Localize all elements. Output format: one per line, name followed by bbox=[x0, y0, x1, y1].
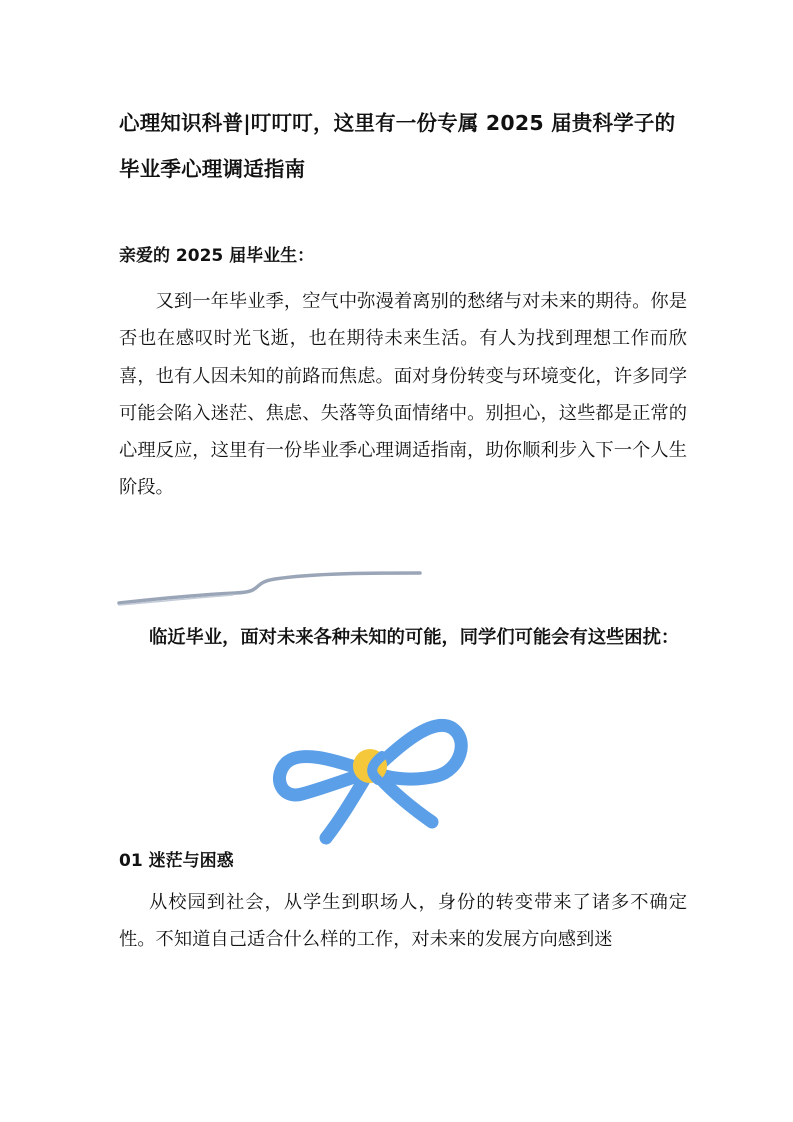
intro-paragraph: 又到一年毕业季，空气中弥漫着离别的愁绪与对未来的期待。你是否也在感叹时光飞逝，也在期待未来生活。有人为找到理想工作而欣喜，也有人因未知的前路而焦虑。面对身份转变与环境变化，许多同学可能会陷入迷茫、焦虑、失落等负面情绪中。别担心，这些都是正常的心理反应，这里有一份毕业季心理调适指南，助你顺利步入下一个人生阶段。 bbox=[119, 291, 687, 499]
section-01-title: 01 迷茫与困惑 bbox=[119, 851, 234, 871]
article-title: 心理知识科普|叮叮叮，这里有一份专属 2025 届贵科学子的毕业季心理调适指南 bbox=[119, 111, 676, 181]
wave-divider bbox=[115, 565, 425, 610]
ribbon-bow-illustration bbox=[272, 708, 472, 858]
section-01-body: 从校园到社会，从学生到职场人，身份的转变带来了诸多不确定性。不知道自己适合什么样的工作，对未来的发展方向感到迷 bbox=[119, 892, 687, 951]
lead-paragraph: 临近毕业，面对未来各种未知的可能，同学们可能会有这些困扰： bbox=[149, 627, 680, 648]
greeting-line: 亲爱的 2025 届毕业生： bbox=[119, 246, 315, 266]
